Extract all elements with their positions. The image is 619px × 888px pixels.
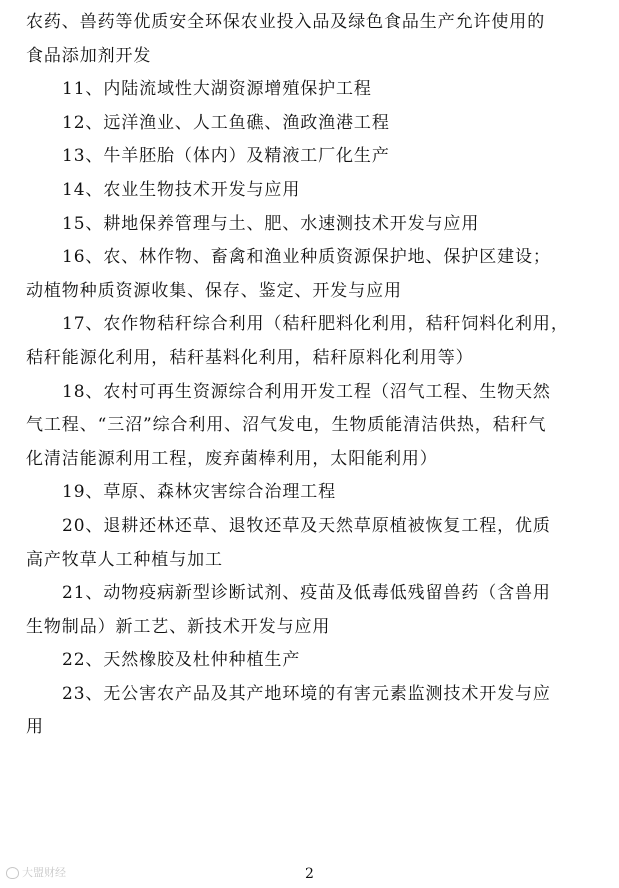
- text-line: 14、农业生物技术开发与应用: [62, 179, 301, 200]
- text-line: 15、耕地保养管理与土、肥、水速测技术开发与应用: [62, 213, 480, 234]
- text-line: 18、农村可再生资源综合利用开发工程（沼气工程、生物天然: [62, 381, 551, 402]
- watermark-text: 大盟财经: [22, 866, 66, 879]
- text-line: 气工程、“三沼”综合利用、沼气发电，生物质能清洁供热，秸秆气: [26, 415, 547, 436]
- text-line: 22、天然橡胶及杜仲种植生产: [62, 650, 301, 671]
- text-line: 用: [26, 717, 44, 738]
- text-line: 农药、兽药等优质安全环保农业投入品及绿色食品生产允许使用的: [26, 12, 546, 32]
- text-line: 12、远洋渔业、人工鱼礁、渔政渔港工程: [62, 112, 390, 133]
- text-line: 生物制品）新工艺、新技术开发与应用: [26, 616, 331, 637]
- text-line: 20、退耕还林还草、退牧还草及天然草原植被恢复工程，优质: [62, 515, 551, 536]
- text-line: 16、农、林作物、畜禽和渔业种质资源保护地、保护区建设；: [62, 247, 551, 268]
- text-line: 17、农作物秸秆综合利用（秸秆肥料化利用，秸秆饲料化利用，: [62, 314, 569, 335]
- page-number: 2: [305, 866, 314, 882]
- text-line: 动植物种质资源收集、保存、鉴定、开发与应用: [26, 280, 402, 301]
- text-line: 21、动物疫病新型诊断试剂、疫苗及低毒低残留兽药（含兽用: [62, 583, 551, 604]
- text-line: 23、无公害农产品及其产地环境的有害元素监测技术开发与应: [62, 683, 551, 704]
- text-line: 13、牛羊胚胎（体内）及精液工厂化生产: [62, 146, 390, 167]
- text-line: 化清洁能源利用工程，废弃菌棒利用，太阳能利用）: [26, 448, 438, 469]
- text-line: 19、草原、森林灾害综合治理工程: [62, 482, 337, 503]
- document-body: [26, 6, 606, 745]
- text-line: 11、内陆流域性大湖资源增殖保护工程: [62, 79, 372, 100]
- text-line: 高产牧草人工种植与加工: [26, 549, 223, 570]
- text-line: 秸秆能源化利用，秸秆基料化利用，秸秆原料化利用等）: [26, 347, 474, 368]
- text-line: 食品添加剂开发: [26, 45, 152, 66]
